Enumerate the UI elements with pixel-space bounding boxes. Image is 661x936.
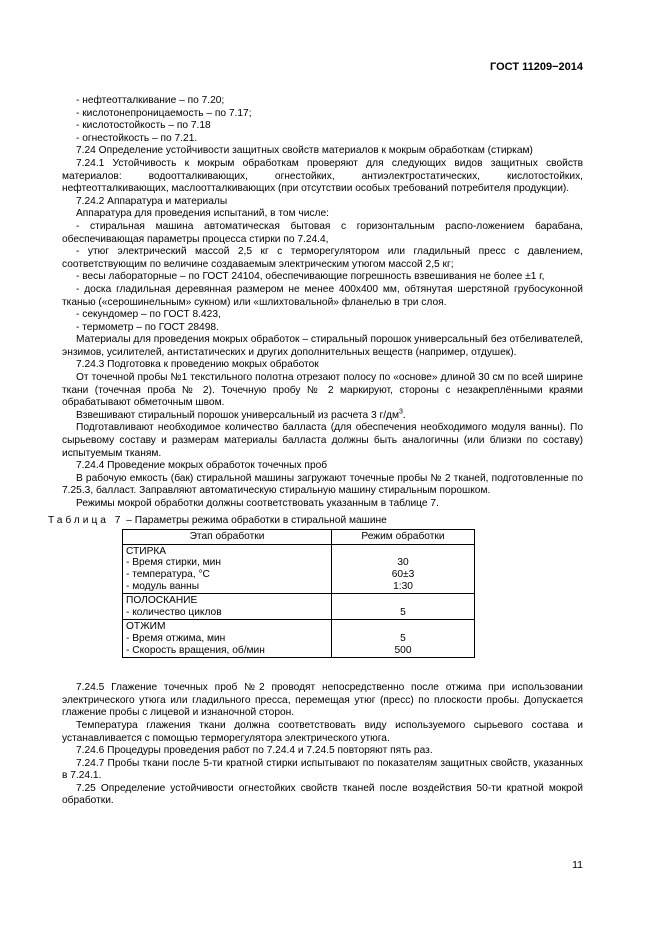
ironing-temperature: Температура глажения ткани должна соответствовать виду используемого сырьевого состава и устанавливается с помощью терморегулятора электрического утюга. xyxy=(62,719,583,744)
list-item: - нефтеотталкивание – по 7.20; xyxy=(76,95,225,106)
equipment-item: - весы лабораторные – по ГОСТ 24104, обеспечивающие погрешность взвешивания не более ±1 г, xyxy=(76,271,545,283)
section-7-24-2-title: 7.24.2 Аппаратура и материалы xyxy=(76,195,228,207)
equipment-item: - утюг электрический массой 2,5 кг с терморегулятором или гладильный пресс с давлением, соответствующим по величине создаваемым электрическим утюгом массой 2,5 кг; xyxy=(62,246,583,270)
row-value: 500 xyxy=(394,644,412,656)
section-7-24-5: 7.24.5 Глажение точечных проб №2 проводят непосредственно после отжима при использовании электрического утюга или гладильного пресса, перемещая утюг (пресс) по плоскости пробы. Допускается глажение пробы с лицевой и изнаночной сторон. xyxy=(62,682,583,719)
row-label: - количество циклов xyxy=(126,606,222,618)
section-7-24-4-title: 7.24.4 Проведение мокрых обработок точечных проб xyxy=(76,460,328,472)
ballast-paragraph: Подготавливают необходимое количество балласта (для обеспечения необходимого модуля ванны). По сырьевому составу и размерам материалы балласта должны быть аналогичны (или близки по составу) испытуемым тканям. xyxy=(62,422,583,459)
row-value: 5 xyxy=(400,606,406,618)
table-caption-label: Таблица 7 xyxy=(48,514,124,526)
weigh-paragraph xyxy=(62,410,583,423)
section-7-24-title: 7.24 Определение устойчивости защитных свойств материалов к мокрым обработкам (стиркам) xyxy=(76,145,533,157)
stage-cell xyxy=(123,544,332,593)
weigh-superscript: 3 xyxy=(399,408,403,416)
list-item: - кислотостойкость – по 7.18 xyxy=(76,120,211,132)
equipment-item: - термометр – по ГОСТ 28498. xyxy=(76,321,219,333)
group-title: СТИРКА xyxy=(126,545,167,557)
section-7-24-7: 7.24.7 Пробы ткани после 5-ти кратной стирки испытывают по показателям защитных свойств, указанных в 7.24.1. xyxy=(62,757,583,782)
group-title: ОТЖИМ xyxy=(126,621,166,633)
row-label: - модуль ванны xyxy=(126,580,200,592)
row-label: - Скорость вращения, об/мин xyxy=(126,644,265,656)
stage-cell xyxy=(123,620,332,658)
mode-cell xyxy=(332,620,475,658)
equipment-item: - стиральная машина автоматическая бытовая с горизонтальным распо-ложением барабана, обеспечивающая параметры процесса стирки по 7.24.4, xyxy=(62,220,583,245)
materials-paragraph: Материалы для проведения мокрых обработок – стиральный порошок универсальный без отбеливателей, энзимов, усилителей, антистатических и других дополнительных веществ (например, отдушек). xyxy=(62,334,583,358)
parameters-table xyxy=(122,529,475,658)
row-value: 30 xyxy=(397,557,409,569)
table-row xyxy=(123,594,475,620)
list-item: - кислотонепроницаемость – по 7.17; xyxy=(76,107,252,119)
section-7-24-3-title: 7.24.3 Подготовка к проведению мокрых обработок xyxy=(76,359,319,371)
table-row xyxy=(123,620,475,658)
table-caption xyxy=(48,515,583,528)
group-title: ПОЛОСКАНИЕ xyxy=(126,595,198,607)
table-header-row xyxy=(123,530,475,545)
mode-cell xyxy=(332,594,475,620)
document-header: ГОСТ 11209−2014 xyxy=(490,61,583,73)
equipment-intro: Аппаратура для проведения испытаний, в том числе: xyxy=(76,208,329,220)
equipment-item: - доска гладильная деревянная размером не менее 400х400 мм, обтянутая шерстяной грубосуконной тканью («серошинельным» сукном) или «шлихтовальной» фланелью в три слоя. xyxy=(62,283,583,308)
section-7-24-3-text: От точечной пробы №1 текстильного полотна отрезают полосу по «основе» длиной 30 см по всей ширине ткани (точечная проба № 2). Точечную пробу № 2 маркируют, стороны с незакреплёнными краями обрабатывают обметочным швом. xyxy=(62,372,583,409)
list-item: - огнестойкость – по 7.21. xyxy=(76,132,198,144)
section-7-24-1: 7.24.1 Устойчивость к мокрым обработкам проверяют для следующих видов защитных свойств материалов: водоотталкивающих, огнестойких, антиэлектростатических, кислотостойких, нефтеотталкивающих, маслоотталкивающих (при отсутствии особых требований потребителя продукции). xyxy=(62,157,583,195)
stage-cell xyxy=(123,594,332,620)
col-header-stage: Этап обработки xyxy=(123,530,332,545)
section-7-24-4-text: В рабочую емкость (бак) стиральной машины загружают точечные пробы № 2 тканей, подготовленные по 7.25.3, балласт. Заправляют автоматическую стиральную машину стиральным порошком. xyxy=(62,472,583,497)
row-value: 1:30 xyxy=(393,580,413,592)
row-label: - Время отжима, мин xyxy=(126,632,226,644)
table-row xyxy=(123,544,475,593)
section-7-25: 7.25 Определение устойчивости огнестойких свойств тканей после воздействия 50-ти кратной мокрой обработки. xyxy=(62,782,583,807)
table-caption-text: – Параметры режима обработки в стиральной машине xyxy=(126,514,387,526)
row-value: 60±3 xyxy=(391,568,415,580)
modes-reference: Режимы мокрой обработки должны соответствовать указанным в таблице 7. xyxy=(76,498,439,509)
row-value: 5 xyxy=(400,632,406,644)
page-number: 11 xyxy=(572,859,583,871)
section-7-24-6: 7.24.6 Процедуры проведения работ по 7.24.4 и 7.24.5 повторяют пять раз. xyxy=(76,745,433,757)
equipment-item: - секундомер – по ГОСТ 8.423, xyxy=(76,309,221,321)
mode-cell xyxy=(332,544,475,593)
row-label: - Время стирки, мин xyxy=(126,557,221,569)
weigh-text: Взвешивают стиральный порошок универсальный из расчета 3 г/дм xyxy=(76,409,400,421)
weigh-end: . xyxy=(402,409,406,421)
document-body xyxy=(48,95,583,808)
row-label: - температура, °С xyxy=(126,568,210,580)
col-header-mode: Режим обработки xyxy=(332,530,475,545)
